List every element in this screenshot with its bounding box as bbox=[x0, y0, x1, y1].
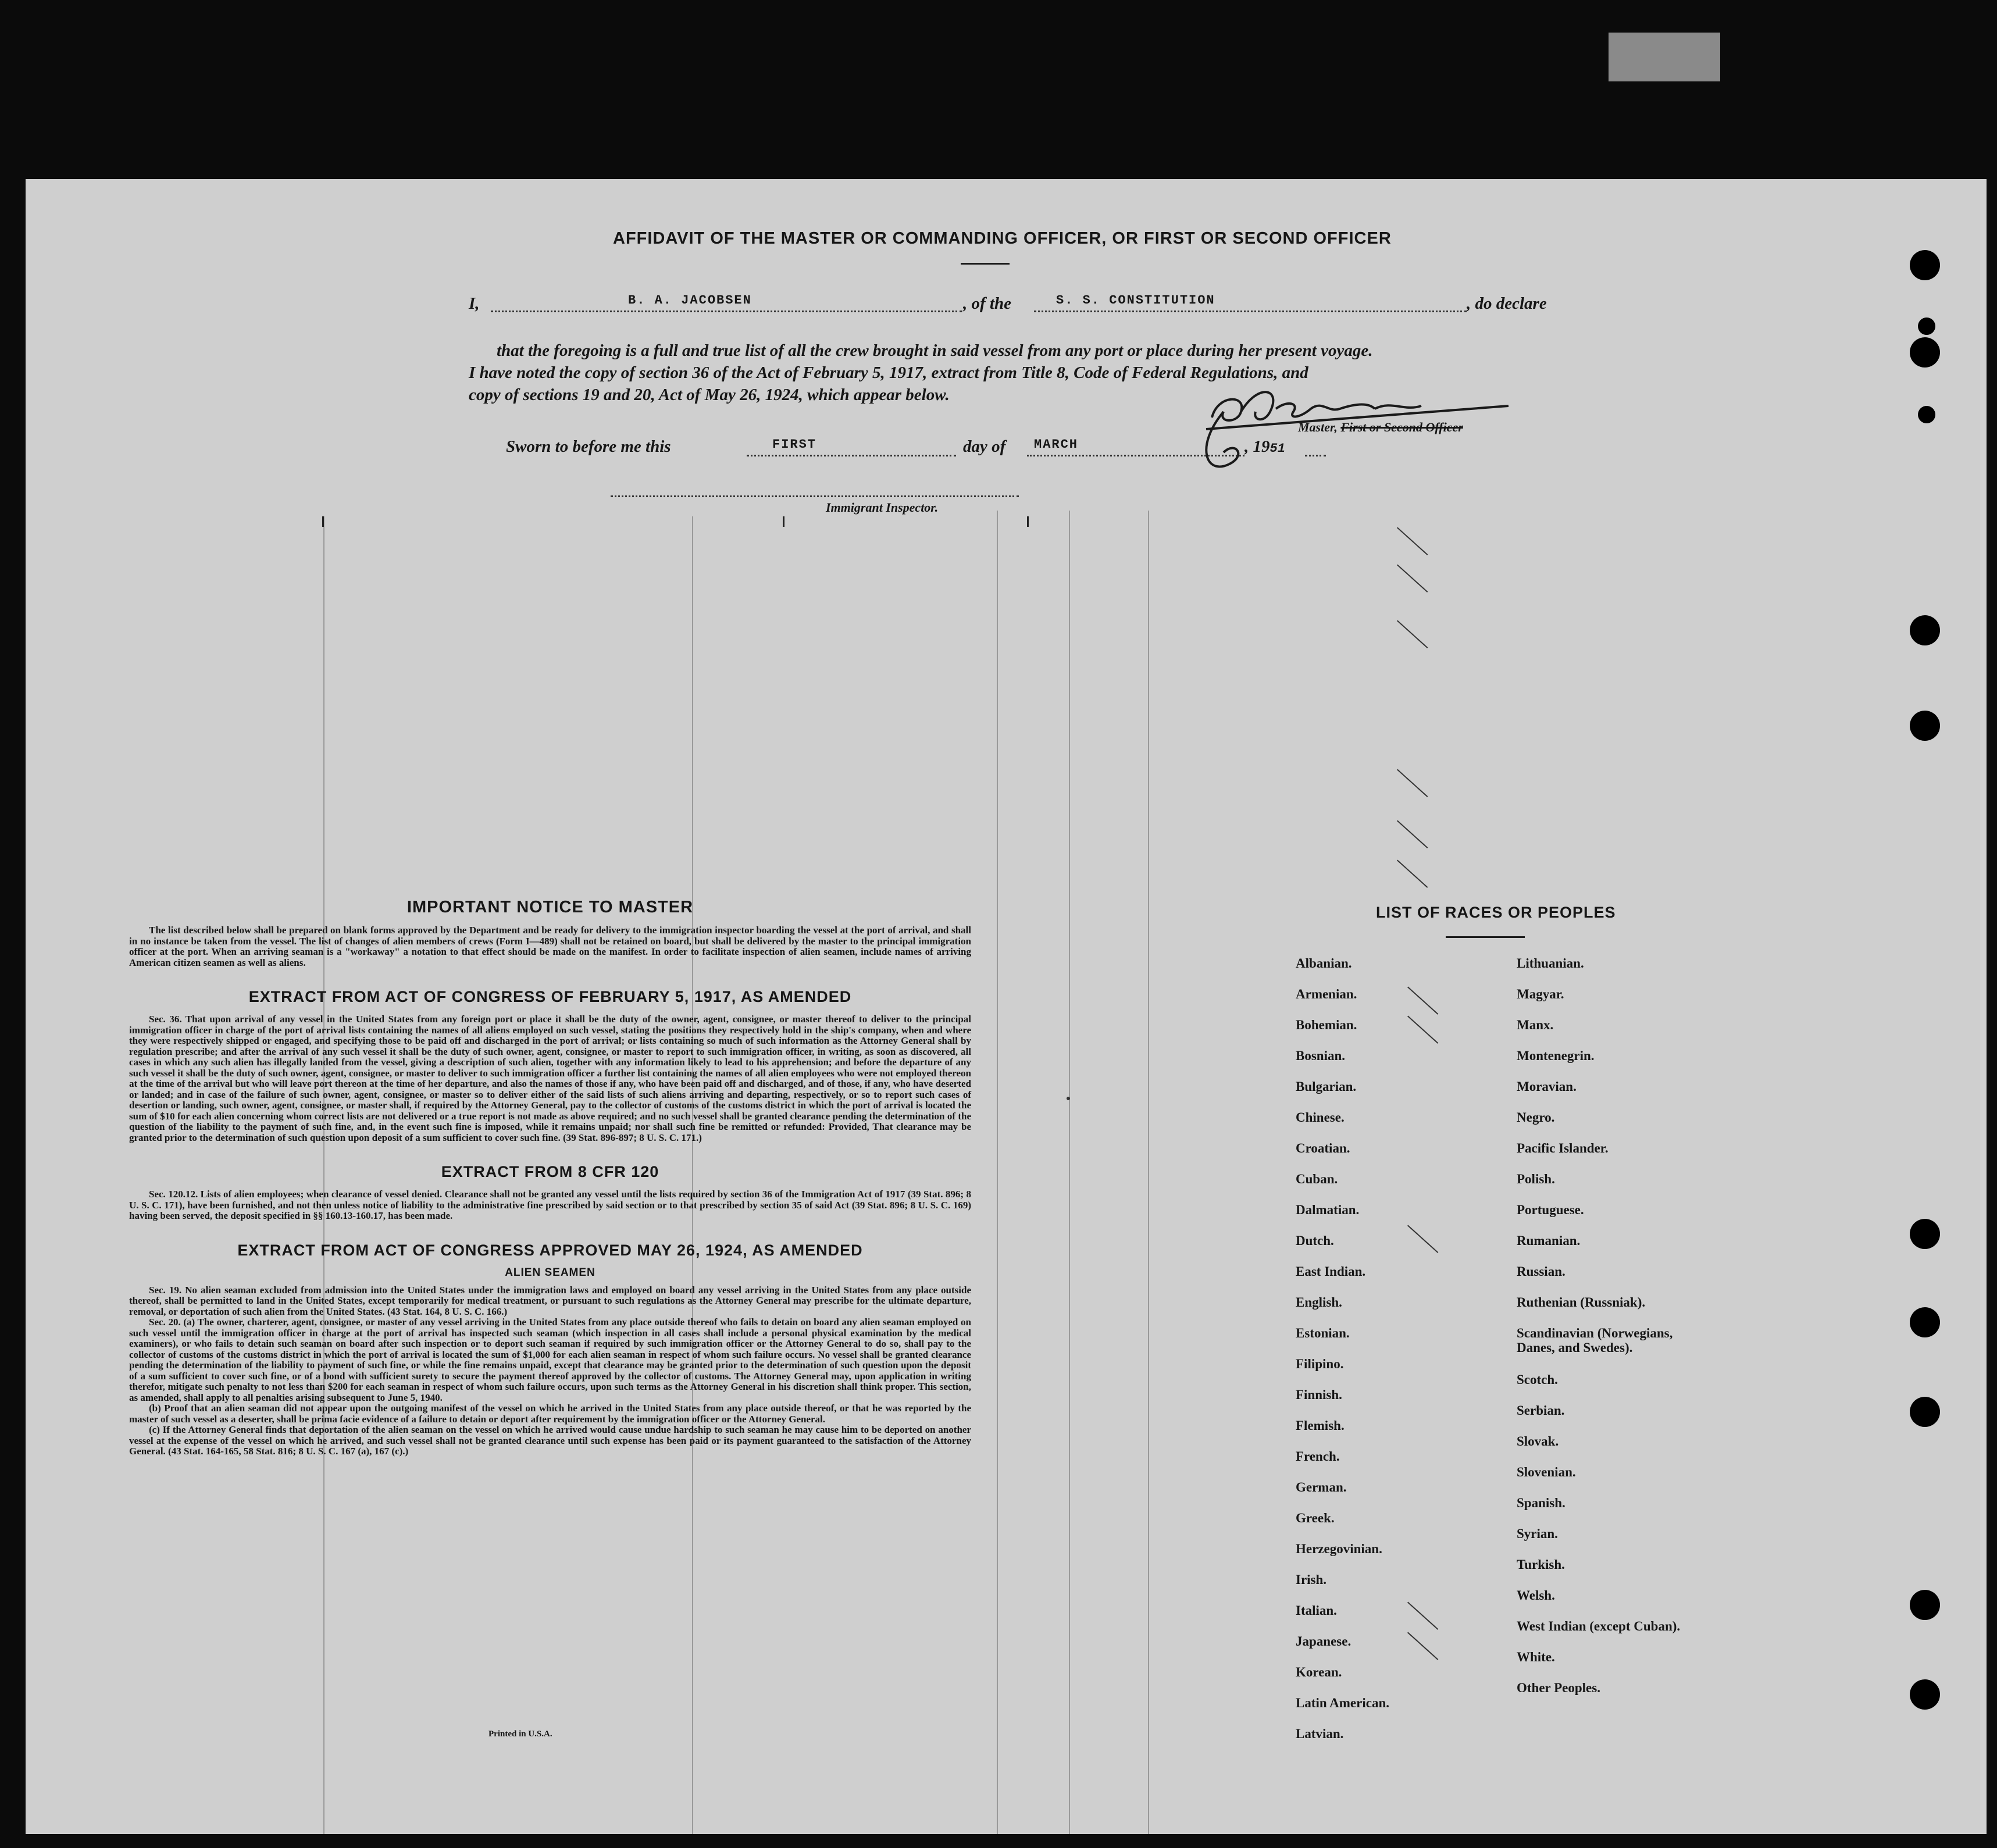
race-item: Korean. bbox=[1296, 1665, 1342, 1679]
i-label: I, bbox=[469, 294, 480, 313]
race-item: Flemish. bbox=[1296, 1418, 1345, 1433]
races-title: LIST OF RACES OR PEOPLES bbox=[1376, 904, 1616, 921]
year-suffix: 51 bbox=[1269, 441, 1285, 456]
check-mark bbox=[1397, 527, 1428, 555]
race-item: Bosnian. bbox=[1296, 1048, 1346, 1063]
race-item: Slovak. bbox=[1517, 1433, 1559, 1449]
extract-1924-title: EXTRACT FROM ACT OF CONGRESS APPROVED MAY 26, 1924, AS AMENDED bbox=[237, 1241, 863, 1259]
race-item: Irish. bbox=[1296, 1572, 1327, 1587]
punch-hole-icon bbox=[1918, 406, 1935, 423]
race-item: Dutch. bbox=[1296, 1233, 1334, 1248]
punch-hole-icon bbox=[1918, 317, 1935, 335]
punch-hole-icon bbox=[1910, 615, 1940, 645]
sworn-month-line bbox=[1027, 455, 1244, 456]
race-item: Bohemian. bbox=[1296, 1018, 1357, 1032]
of-the-label: , of the bbox=[963, 294, 1011, 313]
master-signature bbox=[1183, 377, 1648, 493]
sworn-day-line bbox=[747, 455, 956, 456]
race-item: Polish. bbox=[1517, 1172, 1555, 1186]
punch-hole-icon bbox=[1910, 1307, 1940, 1337]
punch-hole-icon bbox=[1910, 1590, 1940, 1620]
race-item: Rumanian. bbox=[1517, 1233, 1581, 1248]
punch-hole-icon bbox=[1910, 1679, 1940, 1710]
center-dot bbox=[1067, 1097, 1070, 1100]
declaration-line: that the foregoing is a full and true list of all the crew brought in said vessel from any port or place during her present voyage. bbox=[497, 341, 1373, 360]
check-mark bbox=[1407, 1225, 1438, 1253]
check-mark bbox=[1407, 1602, 1438, 1630]
race-item: Albanian. bbox=[1296, 956, 1352, 971]
punch-hole-icon bbox=[1910, 711, 1940, 741]
sworn-month: MARCH bbox=[1034, 437, 1079, 452]
race-item: White. bbox=[1517, 1649, 1555, 1664]
race-item: Latin American. bbox=[1296, 1696, 1389, 1710]
archive-tab bbox=[1609, 33, 1720, 81]
race-item: Montenegrin. bbox=[1517, 1048, 1595, 1063]
column-rule bbox=[1069, 511, 1070, 1834]
race-item: Portuguese. bbox=[1517, 1203, 1584, 1217]
race-item: Ruthenian (Russniak). bbox=[1517, 1295, 1646, 1310]
race-item: Croatian. bbox=[1296, 1141, 1350, 1155]
sworn-day: FIRST bbox=[772, 437, 817, 452]
rule-tick bbox=[322, 516, 324, 527]
race-item: Negro. bbox=[1517, 1110, 1555, 1125]
race-item: Slovenian. bbox=[1517, 1464, 1576, 1479]
race-item: Finnish. bbox=[1296, 1387, 1342, 1402]
race-item: Herzegovinian. bbox=[1296, 1542, 1382, 1556]
race-item: Italian. bbox=[1296, 1603, 1337, 1618]
race-item: Syrian. bbox=[1517, 1526, 1558, 1541]
struck-caption: First or Second Officer bbox=[1340, 420, 1463, 434]
officer-caption: Master, First or Second Officer bbox=[1298, 420, 1463, 434]
race-item: Other Peoples. bbox=[1517, 1680, 1600, 1695]
punch-hole-icon bbox=[1910, 1219, 1940, 1249]
race-item: Russian. bbox=[1517, 1264, 1565, 1279]
race-item: East Indian. bbox=[1296, 1264, 1366, 1279]
day-of-label: day of bbox=[963, 437, 1006, 456]
punch-hole-icon bbox=[1910, 250, 1940, 280]
extract-1924-subtitle: ALIEN SEAMEN bbox=[505, 1266, 595, 1279]
race-item: Dalmatian. bbox=[1296, 1203, 1360, 1217]
race-item: Manx. bbox=[1517, 1018, 1554, 1032]
notice-section bbox=[129, 898, 971, 1457]
extract-1917-body: Sec. 36. That upon arrival of any vessel in the United States from any foreign port or place it shall be the duty of the owner, agent, consignee, or master thereof to deliver to the principal immigration officer in charge of the port of arrival lists containing the names of all aliens employed on such vessel, stating the positions they respectively hold in the ship's company, when and where they were respectively shipped or engaged, and specifying those to be paid off and discharged in the port of arrival; or lists containing so much of such information as the Attorney General shall by regulation prescribe; and after the arrival of any such vessel it shall be the duty of such owner, agent, consignee, or master to report to such immigration officer, in writing, as soon as discovered, all cases in which any such alien has illegally landed from the vessel, giving a description of such alien, together with any information likely to lead to his apprehension; and before the departure of any such vessel it shall be the duty of such owner, agent, consignee, or master to deliver to such immigration officer a further list containing the names of all alien employees who were not employed thereon at the time of the arrival but who will leave port thereon at the time of her departure, and also the names of those if any, who have been paid off and discharged, and of those, if any, who have deserted or landed; and in case of the failure of such owner, agent, consignee, or master so to deliver either of the said lists of such aliens arriving and departing, respectively, or so to report such cases of desertion or landing, such owner, agent, consignee, or master shall, if required by the Attorney General, pay to the collector of customs of the customs district in which the port of arrival is located the sum of $10 for each alien concerning whom correct lists are not delivered or a true report is not made as above required; and no such vessel shall be granted clearance pending the determination of the question of the liability to the payment of such fine, and, in the event such fine is imposed, while it remains unpaid; nor shall such fine be remitted or refunded: Provided, That clearance may be granted prior to the determination of such question upon deposit of a sum sufficient to cover such fine. (39 Stat. 896-897; 8 U. S. C. 171.) bbox=[129, 1014, 971, 1143]
extract-1924-paragraph: Sec. 20. (a) The owner, charterer, agent, consignee, or master of any vessel arriving in the United States from any place outside thereof who fails to detain on board any alien seaman employed on such vessel until the immigration officer in charge at the port of arrival has inspected such seaman (which inspection in all cases shall include a personal physical examination by the medical examiners), or who fails to detain such seaman on board after such inspection or to deport such seaman if required by such immigration officer or the Attorney General to do so, shall pay to the collector of customs of the customs district in which the port of arrival is located the sum of $1,000 for each alien seaman in respect of whom such failure occurs. No vessel shall be granted clearance pending the determination of the liability to payment of such fine, or while the fine remains unpaid, except that clearance may be granted prior to the determination of such question upon the deposit of a sum sufficient to cover such fine, or of a bond with sufficient surety to secure the payment thereof approved by the collector of customs. The Attorney General may, upon application in writing therefor, mitigate such penalty to not less than $200 for each seaman in respect of whom such failure occurs, upon such terms as the Attorney General in his discretion shall think proper. This section, as amended, shall apply to all penalties arising subsequent to June 5, 1940. bbox=[129, 1317, 971, 1403]
vessel-name-line bbox=[1034, 311, 1467, 312]
races-underline bbox=[1446, 936, 1525, 938]
declaration-line: I have noted the copy of section 36 of the Act of February 5, 1917, extract from Title 8, Code of Federal Regulations, and bbox=[469, 363, 1308, 382]
race-item: Armenian. bbox=[1296, 987, 1357, 1001]
extract-cfr-title: EXTRACT FROM 8 CFR 120 bbox=[441, 1163, 659, 1180]
race-item: Cuban. bbox=[1296, 1172, 1338, 1186]
sworn-label: Sworn to before me this bbox=[506, 437, 671, 456]
check-mark bbox=[1397, 820, 1428, 848]
race-item: Bulgarian. bbox=[1296, 1079, 1357, 1094]
race-item: Latvian. bbox=[1296, 1726, 1344, 1741]
vessel-name: S. S. CONSTITUTION bbox=[1056, 293, 1215, 308]
declaration-line: copy of sections 19 and 20, Act of May 26, 1924, which appear below. bbox=[469, 386, 950, 404]
title-underline bbox=[961, 263, 1010, 265]
punch-hole-icon bbox=[1910, 337, 1940, 368]
column-rule bbox=[1148, 511, 1149, 1834]
check-mark bbox=[1407, 987, 1438, 1015]
race-item: Spanish. bbox=[1517, 1495, 1565, 1510]
race-item: German. bbox=[1296, 1480, 1347, 1494]
extract-1924-paragraph: (b) Proof that an alien seaman did not appear upon the outgoing manifest of the vessel on which he arrived in the United States from any place outside thereof, or that he was reported by the master of such vessel as a deserter, shall be prima facie evidence of a failure to detain or deport after requirement by the immigration officer or the Attorney General. bbox=[129, 1403, 971, 1425]
column-rule bbox=[997, 511, 998, 1834]
inspector-label: Immigrant Inspector. bbox=[826, 500, 939, 515]
race-item: Scotch. bbox=[1517, 1372, 1558, 1387]
check-mark bbox=[1397, 860, 1428, 888]
race-item: Serbian. bbox=[1517, 1403, 1565, 1418]
race-item: West Indian (except Cuban). bbox=[1517, 1618, 1681, 1633]
check-mark bbox=[1397, 565, 1428, 593]
inspector-line bbox=[611, 495, 1019, 497]
manifest-page bbox=[26, 179, 1987, 1834]
do-declare-label: , do declare bbox=[1467, 294, 1547, 313]
race-item: Chinese. bbox=[1296, 1110, 1345, 1125]
master-name: B. A. JACOBSEN bbox=[628, 293, 752, 308]
extract-1924-paragraph: (c) If the Attorney General finds that deportation of the alien seaman on the vessel on which he arrived would cause undue hardship to such seaman he may cause him to be deported on another vessel at the expense of the vessel on which he arrived, and such vessel shall not be granted clearance until such expense has been paid or its payment guaranteed to the satisfaction of the Attorney General. (43 Stat. 164-165, 58 Stat. 816; 8 U. S. C. 167 (a), 167 (c).) bbox=[129, 1424, 971, 1457]
rule-tick bbox=[783, 516, 784, 527]
notice-title: IMPORTANT NOTICE TO MASTER bbox=[406, 898, 694, 916]
extract-1924-paragraph: Sec. 19. No alien seaman excluded from admission into the United States under the immigration laws and employed on board any vessel arriving in the United States from any place outside thereof, shall be permitted to land in the United States, except temporarily for medical treatment, or pursuant to such regulations as the Attorney General may prescribe for the ultimate departure, removal, or deportation of such alien from the United States. (43 Stat. 164, 8 U. S. C. 166.) bbox=[129, 1284, 971, 1317]
check-mark bbox=[1407, 1632, 1438, 1660]
race-item: Japanese. bbox=[1296, 1634, 1351, 1649]
check-mark bbox=[1407, 1016, 1438, 1044]
race-item: French. bbox=[1296, 1449, 1340, 1464]
race-item: Moravian. bbox=[1517, 1079, 1577, 1094]
year-line bbox=[1305, 455, 1326, 456]
extract-cfr-body: Sec. 120.12. Lists of alien employees; when clearance of vessel denied. Clearance shall not be granted any vessel until the lists required by section 36 of the Immigration Act of 1917 (39 Stat. 896; 8 U. S. C. 171), have been furnished, and not then unless notice of liability to the administrative fine prescribed by said section or to that prescribed by section 35 of said Act (39 Stat. 896; 8 U. S. C. 169) having been served, the deposit specified in §§ 160.13-160.17, has been made. bbox=[129, 1189, 971, 1221]
master-name-line bbox=[491, 311, 962, 312]
race-item: Greek. bbox=[1296, 1511, 1335, 1525]
affidavit-title: AFFIDAVIT OF THE MASTER OR COMMANDING OFFICER, OR FIRST OR SECOND OFFICER bbox=[613, 229, 1392, 248]
race-item: English. bbox=[1296, 1295, 1342, 1310]
race-item: Turkish. bbox=[1517, 1557, 1565, 1572]
printed-in-usa: Printed in U.S.A. bbox=[488, 1729, 552, 1739]
race-item: Estonian. bbox=[1296, 1326, 1350, 1340]
race-item: Lithuanian. bbox=[1517, 956, 1584, 971]
race-item: Filipino. bbox=[1296, 1357, 1344, 1371]
race-item: Scandinavian (Norwegians, Danes, and Swedes). bbox=[1517, 1326, 1673, 1355]
race-item: Magyar. bbox=[1517, 987, 1564, 1001]
punch-hole-icon bbox=[1910, 1397, 1940, 1427]
race-item: Pacific Islander. bbox=[1517, 1141, 1609, 1155]
check-mark bbox=[1397, 769, 1428, 797]
race-item: Welsh. bbox=[1517, 1587, 1555, 1603]
rule-tick bbox=[1027, 516, 1029, 527]
notice-body: The list described below shall be prepared on blank forms approved by the Department and be ready for delivery to the immigration inspector boarding the vessel at the port of arrival, and shall in no instance be taken from the vessel. The list of changes of alien members of crews (Form I—489) shall not be retained on board, but shall be delivered by the master to the principal immigration officer at the port. When an arriving seaman is a "workaway" a notation to that effect should be made on the manifest. In order to facilitate inspection of alien seamen, include names of arriving American citizen seamen as well as aliens. bbox=[129, 925, 971, 968]
year-label: , 1951 bbox=[1244, 437, 1285, 456]
check-mark bbox=[1397, 620, 1428, 648]
extract-1917-title: EXTRACT FROM ACT OF CONGRESS OF FEBRUARY 5, 1917, AS AMENDED bbox=[248, 988, 852, 1005]
